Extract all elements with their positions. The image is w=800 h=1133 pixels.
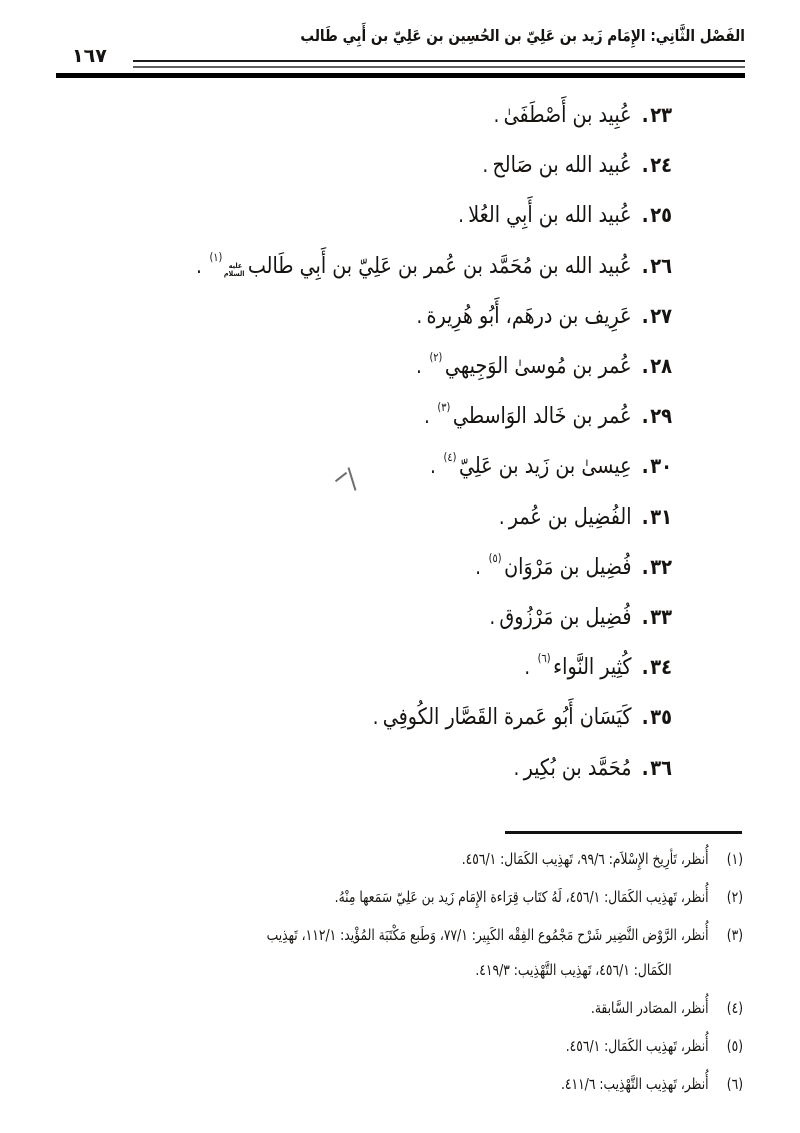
item-name: عُبيد الله بن صَالح — [492, 152, 632, 179]
list-item — [135, 90, 672, 140]
item-period: . — [458, 203, 464, 228]
list-item — [135, 341, 672, 391]
item-number-dot: . — [641, 504, 649, 529]
item-number: ٢٤ — [650, 153, 672, 178]
footnote-line: أُنظر، تَأرِيخ الإِسْلاَم: ٩٩/٦، تَهذِيب الكَمَال: ٤٥٦/١. — [461, 850, 709, 868]
footnote-line: أُنظر، الرَّوْض النَّضِير شَرْح مَجْمُوع الفِقْه الكَبِير: ٧٧/١، وَطَبع مَكْتَبَة المُؤْيد: ١١٢/١، تَهذِيب — [266, 926, 709, 944]
footnote-reference: (٤) — [443, 450, 457, 465]
list-item — [135, 692, 672, 742]
footnote-line: أُنظر، تَهذِيب الكَمَال: ٤٥٦/١. — [565, 1037, 709, 1055]
footnote-reference: (٦) — [537, 651, 551, 666]
footnote-line: الكَمَال: ٤٥٦/١، تَهذِيب التَّهْذِيب: ٤١٩/٣. — [475, 961, 672, 979]
item-name: الفُضِيل بن عُمر — [508, 503, 632, 530]
item-number: ٢٦ — [650, 253, 672, 278]
item-number-dot: . — [641, 554, 649, 579]
list-item — [135, 642, 672, 692]
item-number-dot: . — [641, 303, 649, 328]
header-rule-thin-bottom — [133, 66, 745, 68]
item-name: فُضِيل بن مَرْزُوق — [499, 603, 632, 630]
item-period: . — [489, 604, 496, 629]
footnote — [167, 1067, 743, 1102]
item-number-dot: . — [641, 705, 649, 730]
list-item — [135, 592, 672, 642]
item-number-dot: . — [641, 604, 649, 629]
item-number: ٣٠ — [650, 454, 672, 479]
list-item — [135, 441, 672, 491]
footnote-marker: (٣) — [726, 926, 743, 944]
item-period: . — [498, 504, 505, 529]
header-rule-thick — [56, 73, 745, 78]
item-period: . — [482, 153, 489, 178]
item-name: عُبيد الله بن أَبِي العُلا — [468, 202, 632, 229]
item-number-dot: . — [641, 203, 649, 228]
item-number: ٢٧ — [650, 303, 672, 328]
footnote-text — [167, 1029, 709, 1064]
footnote-line: أُنظر، تَهذِيب التَّهْذِيب: ٤١١/٦. — [560, 1075, 709, 1093]
footnote-text — [167, 842, 709, 877]
item-name: عِيسىٰ بن زَيد بن عَلِيّ — [458, 453, 632, 480]
item-number-dot: . — [641, 755, 649, 780]
item-number: ٣٣ — [650, 604, 672, 629]
footnote — [167, 842, 743, 877]
page-number: ١٦٧ — [72, 45, 107, 67]
narrators-list — [135, 90, 672, 793]
list-item — [135, 140, 672, 190]
item-name: فُضِيل بن مَرْوَان — [504, 553, 632, 580]
chapter-header: الفَصْل الثَّانِي: الإِمَام زَيد بن عَلِيّ بن الحُسِين بن عَلِيّ بن أَبِي طَالب — [300, 26, 745, 45]
item-period: . — [416, 354, 422, 379]
item-number-dot: . — [641, 454, 649, 479]
footnote — [167, 991, 743, 1026]
item-number-dot: . — [641, 253, 649, 278]
item-period: . — [196, 253, 202, 278]
item-name: عَرِيف بن درهَم، أَبُو هُرِيرة — [426, 302, 632, 329]
item-period: . — [493, 103, 500, 128]
footnote-text — [167, 918, 709, 988]
list-item — [135, 190, 672, 240]
list-item — [135, 391, 672, 441]
footnote-reference: (٥) — [488, 550, 502, 565]
footnote — [167, 1029, 743, 1064]
honorific-mark: عليه السلام — [223, 260, 245, 278]
item-number-dot: . — [641, 655, 649, 680]
item-number-dot: . — [641, 103, 649, 128]
item-number: ٢٥ — [650, 203, 672, 228]
item-period: . — [416, 303, 423, 328]
list-item — [135, 742, 672, 792]
footnote-marker: (٢) — [726, 888, 743, 906]
footnotes-block — [167, 842, 743, 1105]
item-period: . — [513, 755, 520, 780]
item-period: . — [372, 705, 379, 730]
item-period: . — [424, 404, 430, 429]
item-number-dot: . — [641, 153, 649, 178]
footnote-reference: (٣) — [437, 400, 451, 415]
footnote-marker: (١) — [726, 850, 743, 868]
item-number: ٣٦ — [650, 755, 672, 780]
header-rule-thin-top — [133, 60, 745, 62]
item-number-dot: . — [641, 354, 649, 379]
list-item — [135, 492, 672, 542]
item-name: عُبيد الله بن مُحَمَّد بن عُمر بن عَلِيّ بن أَبِي طَالب — [247, 252, 632, 279]
item-name: كُثِير النَّواء — [553, 654, 632, 681]
footnote — [167, 918, 743, 988]
footnote-line: أُنظر، المصَادر السَّابقة. — [590, 999, 709, 1017]
footnote-marker: (٦) — [726, 1075, 743, 1093]
item-name: مُحَمَّد بن بُكِير — [523, 754, 632, 781]
item-number: ٣٢ — [650, 554, 672, 579]
item-name: كَيَسَان أَبُو عَمرة القَصَّار الكُوفِي — [382, 704, 632, 731]
item-period: . — [524, 655, 531, 680]
footnote-marker: (٤) — [726, 999, 743, 1017]
item-number: ٢٣ — [650, 103, 672, 128]
item-period: . — [475, 554, 481, 579]
item-name: عُمر بن مُوسىٰ الوَجِيهي — [444, 353, 632, 380]
list-item — [135, 241, 672, 291]
footnote-reference: (٢) — [429, 350, 443, 365]
item-number: ٣٤ — [650, 655, 672, 680]
footnote-marker: (٥) — [726, 1037, 743, 1055]
item-name: عُمر بن خَالد الوَاسطي — [452, 403, 632, 430]
footnote — [167, 880, 743, 915]
footnote-reference: (١) — [209, 249, 223, 264]
item-period: . — [430, 454, 436, 479]
item-number: ٢٨ — [650, 354, 672, 379]
item-number: ٢٩ — [650, 404, 672, 429]
footnote-text — [167, 880, 709, 915]
footnotes-separator — [505, 831, 742, 834]
item-name: عُبِيد بن أَصْطَفَىٰ — [503, 102, 632, 129]
item-number: ٣٥ — [650, 705, 672, 730]
list-item — [135, 291, 672, 341]
list-item — [135, 542, 672, 592]
item-number-dot: . — [641, 404, 649, 429]
item-number: ٣١ — [650, 504, 672, 529]
footnote-text — [167, 1067, 709, 1102]
footnote-text — [167, 991, 709, 1026]
footnote-line: أُنظر، تَهذِيب الكَمَال: ٤٥٦/١، لَهُ كتَاب قِرَاءة الإِمَام زَيد بن عَلِيّ سَمَعها مِنْهُ. — [334, 888, 709, 906]
